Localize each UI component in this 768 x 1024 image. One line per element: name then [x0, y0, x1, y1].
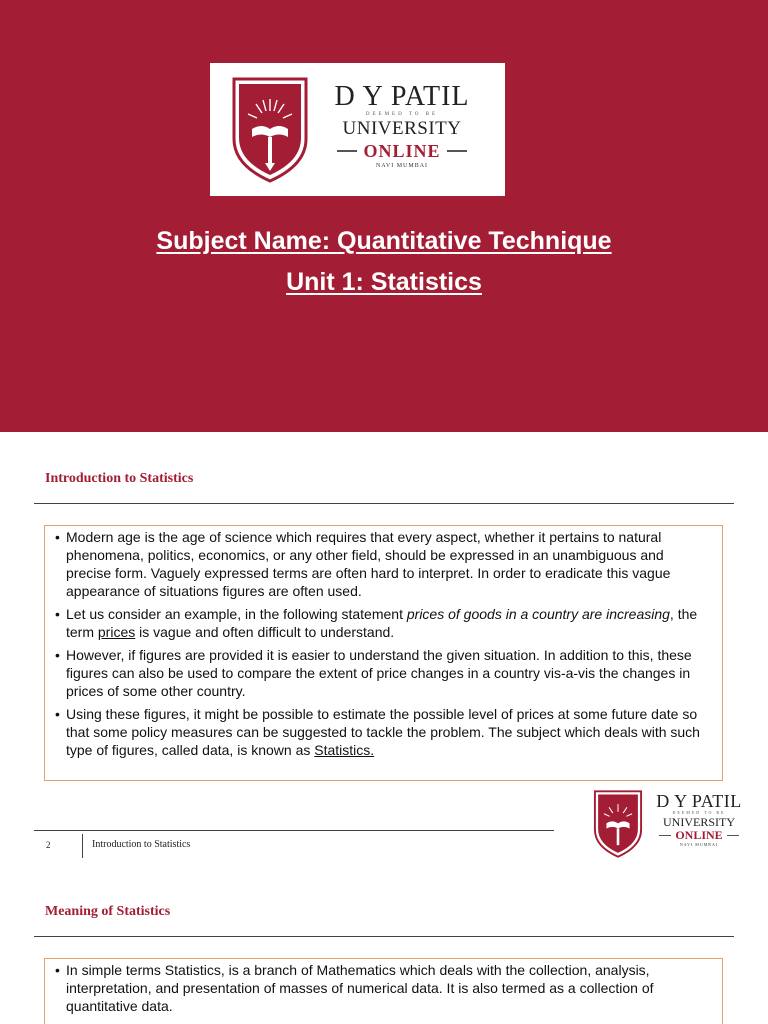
- logo-online: ONLINE: [675, 828, 723, 842]
- logo-deemed: DEEMED TO BE: [365, 112, 439, 117]
- introduction-content-box: [44, 525, 723, 781]
- meaning-bullet-list: [55, 961, 712, 1015]
- logo-rule-left: [337, 150, 357, 152]
- bullet-item: • However, if figures are provided it is easier to understand the given situation. In addition to this, these figures can also be used to compare the extent of price changes in a country vis-a-vis the changes in prices of some other country.: [55, 646, 712, 700]
- bullet-text: Using these figures, it might be possible to estimate the possible level of prices at some future date so that some policy measures can be suggested to tackle the problem. The subject which deals with such type of figures, called data, is known as: [66, 706, 700, 758]
- slide-heading-meaning: Meaning of Statistics: [45, 904, 171, 919]
- logo-online: ONLINE: [363, 141, 441, 161]
- logo-online-row: [322, 141, 482, 161]
- shield-crest-icon: [232, 77, 308, 183]
- bullet-underlined-term: prices: [97, 624, 136, 640]
- unit-title: Unit 1: Statistics: [286, 268, 482, 296]
- page-number: 2: [46, 840, 51, 850]
- introduction-bullet-list: [55, 528, 712, 759]
- footer-divider-line: [34, 830, 554, 831]
- logo-name: D Y PATIL: [656, 791, 742, 811]
- heading-divider: [34, 936, 734, 937]
- logo-deemed: DEEMED TO BE: [672, 810, 726, 815]
- shield-crest-icon: [593, 790, 643, 858]
- slide-heading-introduction: Introduction to Statistics: [45, 471, 194, 486]
- bullet-italic-text: prices of goods in a country are increasing: [406, 606, 670, 622]
- footer-separator: [82, 834, 83, 858]
- bullet-text: Let us consider an example, in the following statement: [66, 606, 407, 622]
- logo-online-row: [649, 829, 749, 842]
- logo-university: UNIVERSITY: [342, 118, 462, 139]
- heading-divider: [34, 503, 734, 504]
- logo-wordmark: [322, 83, 482, 169]
- bullet-item: [55, 705, 712, 759]
- logo-university: UNIVERSITY: [663, 815, 735, 829]
- footer-logo-wordmark: [649, 792, 749, 847]
- bullet-text: is vague and often difficult to understand.: [135, 624, 395, 640]
- bullet-item: • Modern age is the age of science which requires that every aspect, whether it pertains to natural phenomena, politics, economics, or any other field, should be expressed in an unambiguous and precise form. Vaguely expressed terms are often hard to interpret. In order to eradicate this vague appearance of situations figures are often used.: [55, 528, 712, 600]
- bullet-item: [55, 605, 712, 641]
- logo-rule-left: [659, 835, 671, 836]
- logo-name: D Y PATIL: [334, 81, 470, 112]
- footer-title: Introduction to Statistics: [92, 839, 191, 850]
- university-logo: [210, 63, 505, 196]
- logo-city: NAVI MUMBAI: [679, 842, 719, 847]
- title-slide: [0, 0, 768, 432]
- logo-rule-right: [727, 835, 739, 836]
- bullet-item: • In simple terms Statistics, is a branch of Mathematics which deals with the collection, analysis, interpretation, and presentation of masses of numerical data. It is also termed as a collection of quantitative data.: [55, 961, 712, 1015]
- subject-title: Subject Name: Quantitative Technique: [156, 227, 612, 255]
- meaning-content-box: [44, 958, 723, 1024]
- logo-city: NAVI MUMBAI: [375, 163, 429, 169]
- bullet-text: , the term: [66, 606, 698, 640]
- logo-rule-right: [447, 150, 467, 152]
- bullet-underlined-term: Statistics.: [314, 742, 375, 758]
- footer-university-logo: [593, 790, 753, 860]
